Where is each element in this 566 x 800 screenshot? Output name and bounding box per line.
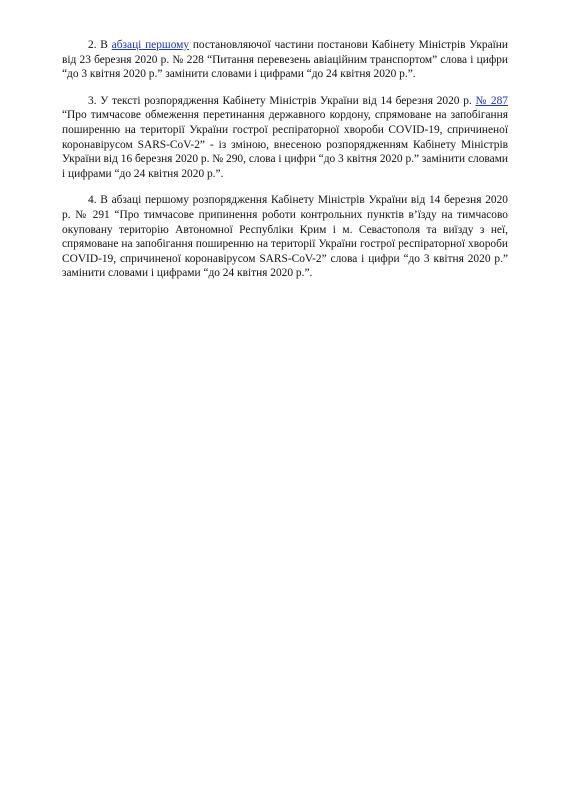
paragraph-2-text-after: постановляючої частини постанови Кабінету Міністрів України від 23 березня 2020 р. № 228 “Питання перевезень авіаційним транспортом” слова і цифри “до 3 квітня 2020 р.” замінити словами і цифрами “до 24 квітня 2020 р.”. [62,39,508,81]
paragraph-3 [62,94,508,182]
link-order-287[interactable]: № 287 [475,94,508,107]
paragraph-2 [62,38,508,82]
link-first-paragraph[interactable]: абзаці першому [111,39,190,51]
paragraph-3-text-after: “Про тимчасове обмеження перетинання державного кордону, спрямоване на запобігання поширенню на території України гострої респіраторної хвороби COVID-19, спричиненої коронавірусом SARS-CoV-2” - із зміною, внесеною розпорядженням Кабінету Міністрів України від 16 березня 2020 р. № 290, слова і цифри “до 3 квітня 2020 р.” замінити словами і цифрами “до 24 квітня 2020 р.”. [62,109,508,180]
paragraph-4: 4. В абзаці першому розпорядження Кабінету Міністрів України від 14 березня 2020 р. № 291 “Про тимчасове припинення роботи контрольних пунктів в’їзду на тимчасово окуповану територію Автономної Республіки Крим і м. Севастополя та виїзду з неї, спрямоване на запобігання поширенню на території України гострої респіраторної хвороби COVID-19, спричиненої коронавірусом SARS-CoV-2” слова і цифри “до 3 квітня 2020 р.” замінити словами і цифрами “до 24 квітня 2020 р.”. [62,194,508,280]
paragraph-2-text-before: 2. В [88,39,112,51]
paragraph-3-text-before: 3. У тексті розпорядження Кабінету Міністрів України від 14 березня 2020 р. [88,94,476,107]
